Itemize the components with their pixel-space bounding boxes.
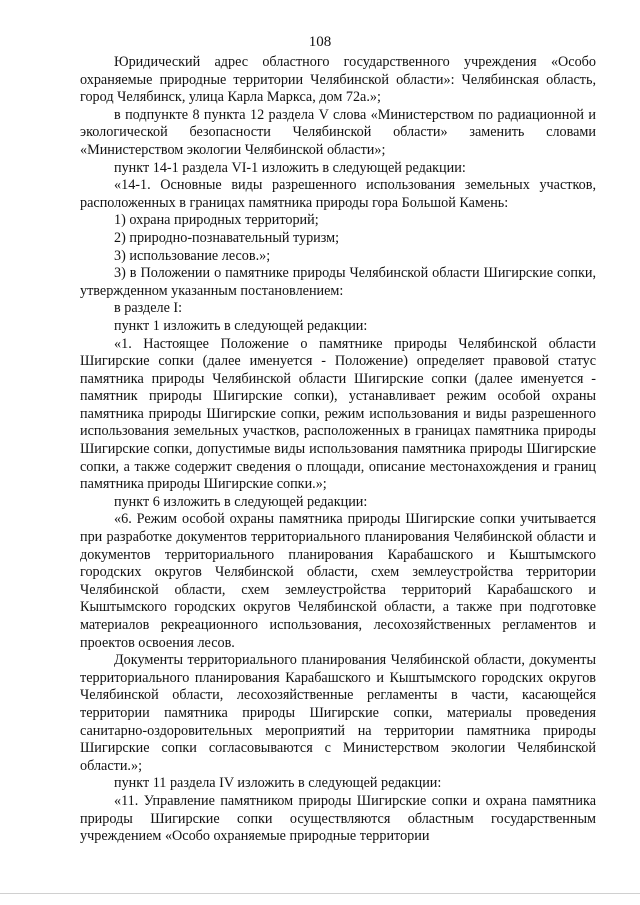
list-item-3: 3) использование лесов.»; <box>114 247 271 264</box>
page-bottom-edge <box>0 893 640 894</box>
paragraph-regulation-shigir: 3) в Положении о памятнике природы Челябинской области Шигирские сопки, утвержденном указанным постановлением: <box>80 265 596 299</box>
paragraph-legal-address: Юридический адрес областного государственного учреждения «Особо охраняемые природные территории Челябинской области»: Челябинская область, город Челябинск, улица Карла Маркса, дом 72а.»; <box>80 54 596 106</box>
paragraph-point-11: «11. Управление памятником природы Шигирские сопки и охрана памятника природы Шигирские сопки осуществляются областным государственным учреждением «Особо охраняемые природные территории <box>80 792 596 845</box>
document-body <box>80 54 596 846</box>
paragraph-planning-documents: Документы территориального планирования Челябинской области, документы территориального планирования Карабашского и Кыштымского городских округов Челябинской области, лесохозяйственные регламенты в части, касающейся территории памятника природы Шигирские сопки, материалы проведения санитарно-оздоровительных мероприятий на территории памятника природы Шигирские сопки согласовываются с Министерством экологии Челябинской области.»; <box>80 652 596 774</box>
paragraph-section-1: в разделе I: <box>114 300 183 317</box>
list-item-2: 2) природно-познавательный туризм; <box>114 229 340 246</box>
paragraph-point-1-intro: пункт 1 изложить в следующей редакции: <box>114 317 368 334</box>
paragraph-point-6: «6. Режим особой охраны памятника природы Шигирские сопки учитывается при разработке документов территориального планирования Челябинской области и документов территориального планирования Карабашского и Кыштымского городских округов Челябинской области, схем землеустройства территории Челябинской области, схем землеустройства территорий Карабашского и Кыштымского городских округов Челябинской области, а также при подготовке материалов рекреационного использования, лесохозяйственных регламентов и проектов освоения лесов. <box>80 511 596 651</box>
paragraph-point-6-intro: пункт 6 изложить в следующей редакции: <box>114 493 368 510</box>
paragraph-point-1: «1. Настоящее Положение о памятнике природы Челябинской области Шигирские сопки (далее именуется - Положение) определяет правовой статус памятника природы Челябинской области Шигирские сопки (далее именуется - памятник природы Шигирские сопки), устанавливает режим особой охраны памятника природы Шигирские сопки, режим использования и виды разрешенного использования земельных участков, расположенных в границах памятника природы Шигирские сопки, допустимые виды использования памятника природы Шигирские сопки, а также содержит сведения о площади, описание местонахождения и границ памятника природы Шигирские сопки.»; <box>80 335 596 493</box>
list-item-1: 1) охрана природных территорий; <box>114 212 319 229</box>
paragraph-point-14-1-intro: пункт 14-1 раздела VI-1 изложить в следующей редакции: <box>114 159 466 176</box>
paragraph-point-11-intro: пункт 11 раздела IV изложить в следующей редакции: <box>114 775 442 792</box>
page-number: 108 <box>308 34 332 50</box>
paragraph-subpoint-8: в подпункте 8 пункта 12 раздела V слова «Министерством по радиационной и экологической безопасности Челябинской области» заменить словами «Министерством экологии Челябинской области»; <box>80 106 596 158</box>
paragraph-point-14-1: «14-1. Основные виды разрешенного использования земельных участков, расположенных в границах памятника природы гора Большой Камень: <box>80 177 596 211</box>
